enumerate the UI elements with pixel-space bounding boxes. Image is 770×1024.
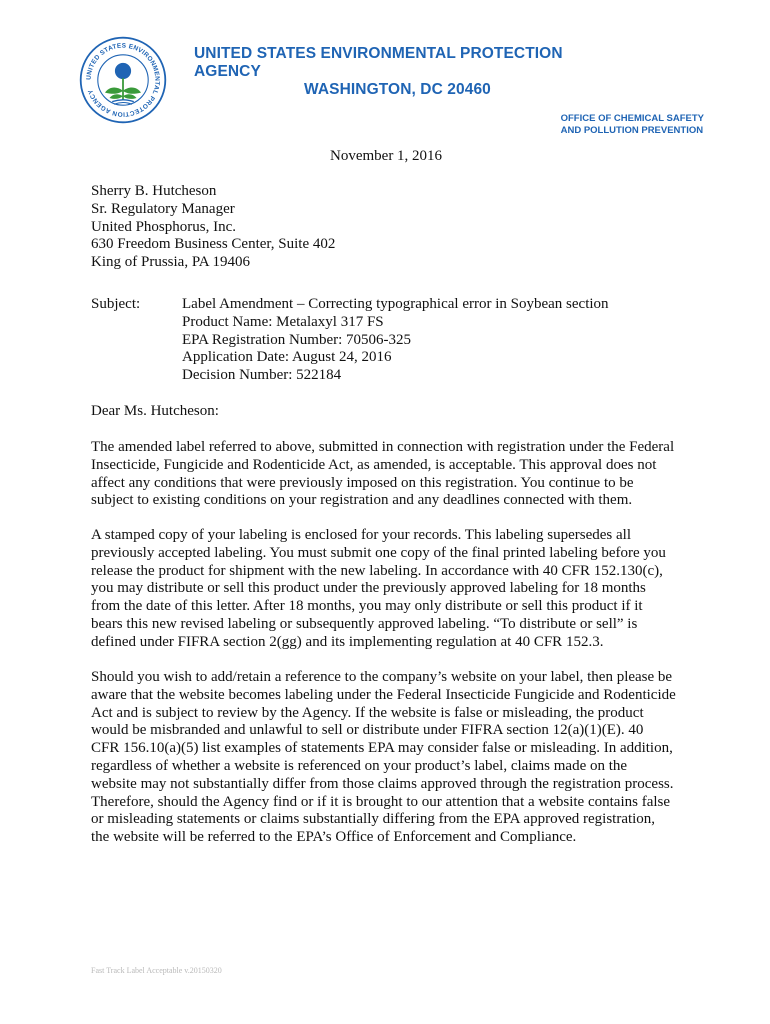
recipient-line: Sr. Regulatory Manager — [91, 200, 235, 217]
agency-city: WASHINGTON, DC 20460 — [304, 81, 491, 98]
subject-line: Label Amendment – Correcting typographical error in Soybean section — [182, 296, 609, 312]
letter-date: November 1, 2016 — [330, 148, 443, 164]
paragraph-line: or misleading statements or claims substantially differing from the EPA approved registration, — [91, 811, 656, 828]
subject-line: Product Name: Metalaxyl 317 FS — [182, 313, 384, 330]
paragraph-line: from the date of this letter. After 18 months, you may only distribute or sell this product if it — [91, 598, 643, 615]
paragraph-line: website may not substantially differ from those claims approved through the registration process. — [91, 775, 674, 792]
paragraph-line: you may distribute or sell this product under the previously approved labeling for 18 months — [91, 580, 646, 597]
paragraph-line: Insecticide, Fungicide and Rodenticide Act, as amended, is acceptable. This approval does not — [91, 456, 657, 473]
subject-label: Subject: — [91, 296, 141, 312]
paragraph-line: Should you wish to add/retain a reference to the company’s website on your label, then please be — [91, 669, 673, 685]
subject-line: Decision Number: 522184 — [182, 367, 342, 384]
paragraph-line: regardless of whether a website is referenced on your product’s label, claims made on the — [91, 757, 628, 774]
paragraph-line: subject to existing conditions on your registration and any deadlines connected with them. — [91, 492, 633, 509]
office-line-2: AND POLLUTION PREVENTION — [560, 125, 704, 136]
recipient-line: Sherry B. Hutcheson — [91, 183, 217, 199]
office-line-1: OFFICE OF CHEMICAL SAFETY — [560, 113, 704, 124]
paragraph-line: CFR 156.10(a)(5) list examples of statements EPA may consider false or misleading. In addition, — [91, 740, 673, 757]
paragraph-line: the website will be referred to the EPA’s Office of Enforcement and Compliance. — [91, 829, 577, 846]
paragraph-line: Act and is subject to review by the Agency. If the website is false or misleading, the product — [91, 704, 644, 721]
paragraph-website — [91, 669, 691, 847]
paragraph-line: would be misbranded and unlawful to sell or distribute under FIFRA section 12(a)(1)(E). 40 — [91, 722, 644, 739]
recipient-line: 630 Freedom Business Center, Suite 402 — [91, 236, 336, 253]
subject-line: Application Date: August 24, 2016 — [182, 349, 392, 366]
paragraph-labeling — [91, 527, 691, 652]
office-heading — [561, 113, 704, 137]
paragraph-line: Therefore, should the Agency find or if it is brought to our attention that a website contains false — [91, 793, 671, 810]
form-version-footer: Fast Track Label Acceptable v.20150320 — [91, 966, 222, 975]
epa-seal-logo — [78, 35, 168, 125]
subject-line: EPA Registration Number: 70506-325 — [182, 331, 412, 348]
recipient-line: King of Prussia, PA 19406 — [91, 254, 251, 271]
recipient-line: United Phosphorus, Inc. — [91, 218, 236, 235]
paragraph-line: defined under FIFRA section 2(gg) and its implementing regulation at 40 CFR 152.3. — [91, 633, 604, 650]
paragraph-line: release the product for shipment with the new labeling. In accordance with 40 CFR 152.130(c), — [91, 562, 663, 579]
salutation: Dear Ms. Hutcheson: — [91, 403, 219, 419]
paragraph-line: bears this new revised labeling or subsequently approved labeling. “To distribute or sell” is — [91, 615, 638, 632]
paragraph-line: The amended label referred to above, submitted in connection with registration under the Federal — [91, 439, 675, 455]
agency-heading — [180, 45, 630, 99]
paragraph-line: affect any conditions that were previously imposed on this registration. You continue to be — [91, 474, 634, 491]
paragraph-line: previously accepted labeling. You must submit one copy of the final printed labeling before you — [91, 544, 666, 561]
seal-ring-text: UNITED STATES ENVIRONMENTAL PROTECTION AGENCY — [85, 42, 161, 118]
paragraph-approval — [91, 439, 691, 510]
paragraph-line: A stamped copy of your labeling is enclosed for your records. This labeling supersedes all — [91, 527, 632, 543]
recipient-address — [91, 183, 335, 272]
paragraph-line: aware that the website becomes labeling under the Federal Insecticide Fungicide and Rodenticide — [91, 686, 676, 703]
agency-name: UNITED STATES ENVIRONMENTAL PROTECTION AGENCY — [194, 45, 563, 80]
